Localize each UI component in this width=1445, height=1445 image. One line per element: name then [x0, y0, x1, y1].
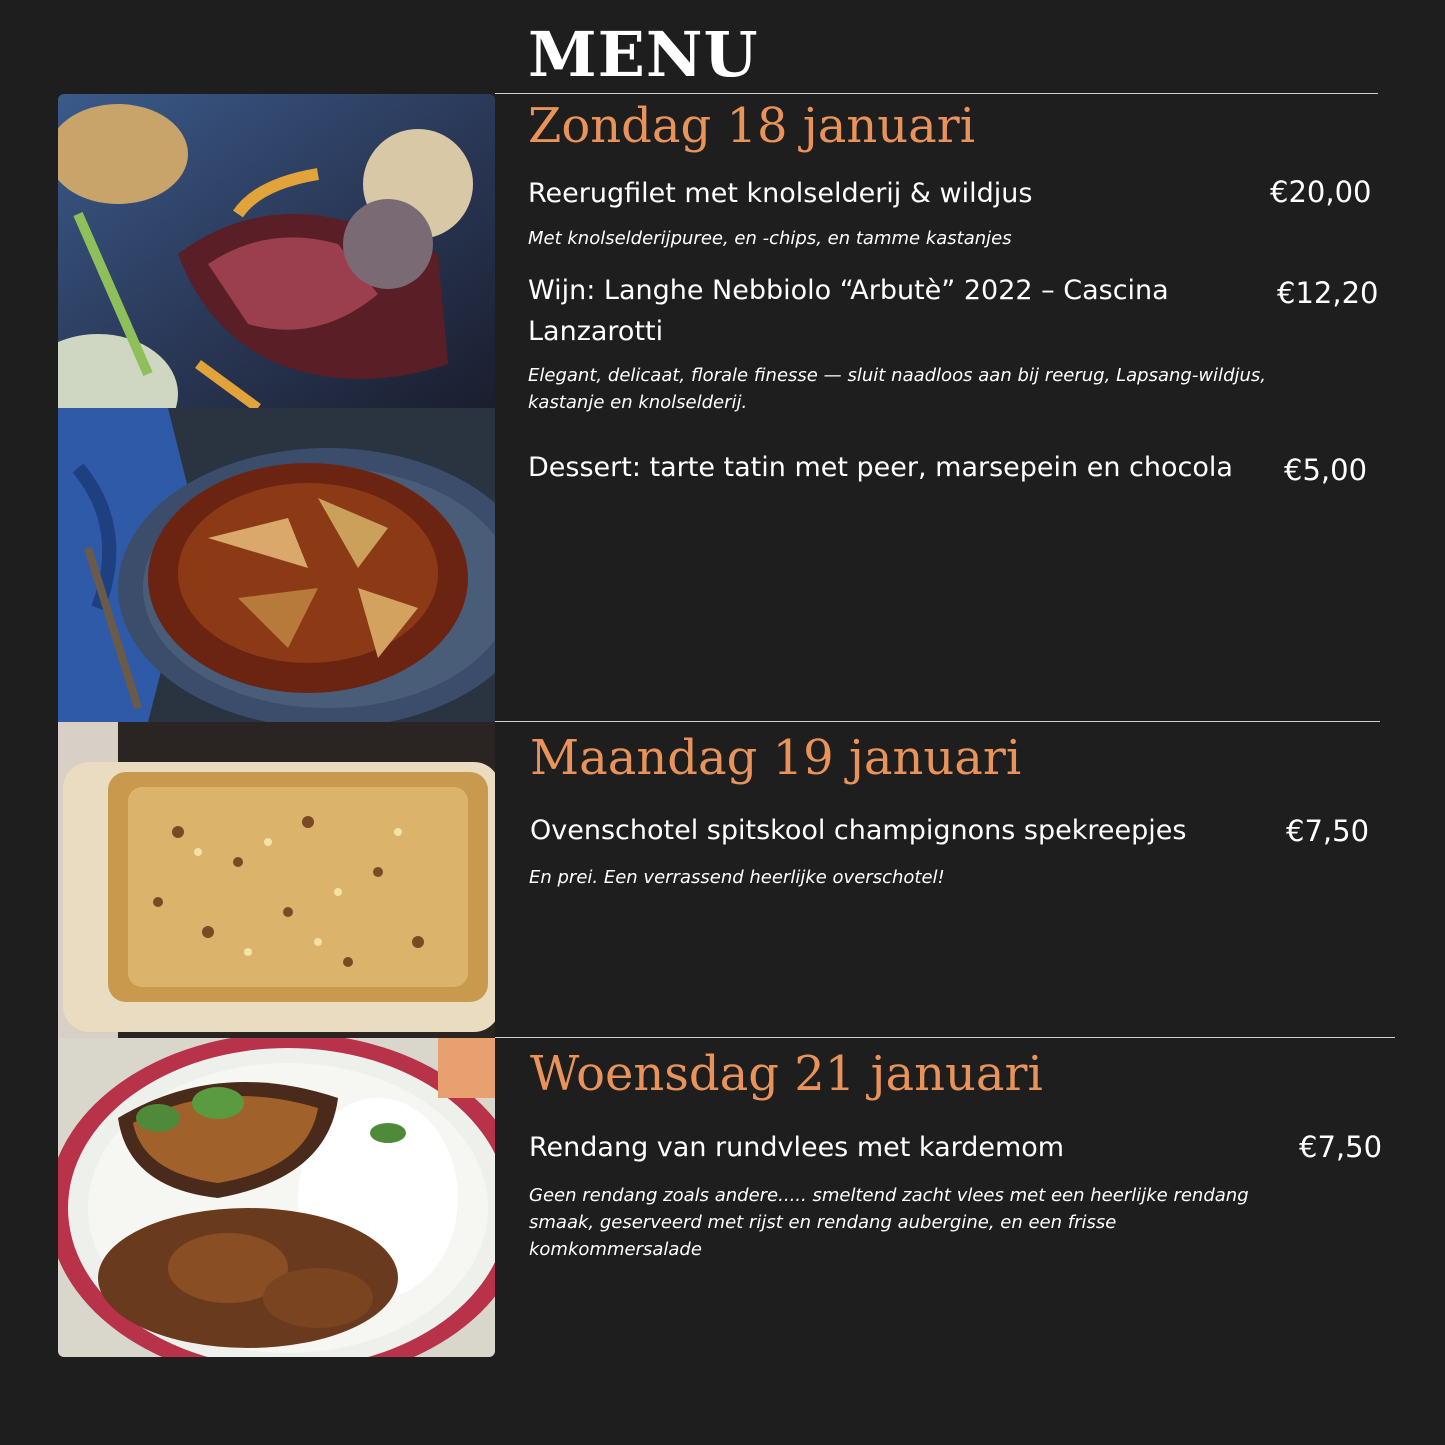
dessert-name: Dessert: tarte tatin met peer, marsepein en chocola	[528, 452, 1233, 483]
dish-price: €7,50	[1286, 814, 1370, 848]
venison-fillet-photo	[58, 94, 495, 408]
dish-price: €7,50	[1299, 1130, 1383, 1164]
oven-casserole-photo	[58, 722, 495, 1038]
dish-description: Geen rendang zoals andere..... smeltend zacht vlees met een heerlijke rendang smaak, geserveerd met rijst en rendang aubergine, en een frisse komkommersalade	[529, 1185, 1249, 1260]
day-heading-sunday: Zondag 18 januari	[528, 98, 976, 154]
day-heading-wednesday: Woensdag 21 januari	[530, 1046, 1043, 1102]
wine-price: €12,20	[1277, 276, 1379, 310]
wine-name: Wijn: Langhe Nebbiolo “Arbutè” 2022 – Cascina Lanzarotti	[528, 275, 1169, 347]
dish-name: Rendang van rundvlees met kardemom	[529, 1132, 1065, 1163]
dessert-price: €5,00	[1284, 453, 1368, 487]
dish-name: Ovenschotel spitskool champignons spekreepjes	[530, 815, 1187, 846]
dish-description: En prei. Een verrassend heerlijke overschotel!	[529, 867, 945, 888]
wine-description: Elegant, delicaat, florale finesse — sluit naadloos aan bij reerug, Lapsang-wildjus, kastanje en knolselderij.	[528, 365, 1266, 413]
dish-description: Met knolselderijpuree, en -chips, en tamme kastanjes	[528, 228, 1012, 249]
tarte-tatin-photo	[58, 408, 495, 722]
rendang-photo	[58, 1038, 495, 1357]
header-divider	[495, 93, 1378, 94]
page-title: MENU	[528, 18, 759, 91]
section-divider	[495, 721, 1380, 722]
dish-name: Reerugfilet met knolselderij & wildjus	[528, 178, 1033, 209]
section-divider	[495, 1037, 1395, 1038]
day-heading-monday: Maandag 19 januari	[530, 730, 1022, 786]
dish-price: €20,00	[1270, 175, 1372, 209]
